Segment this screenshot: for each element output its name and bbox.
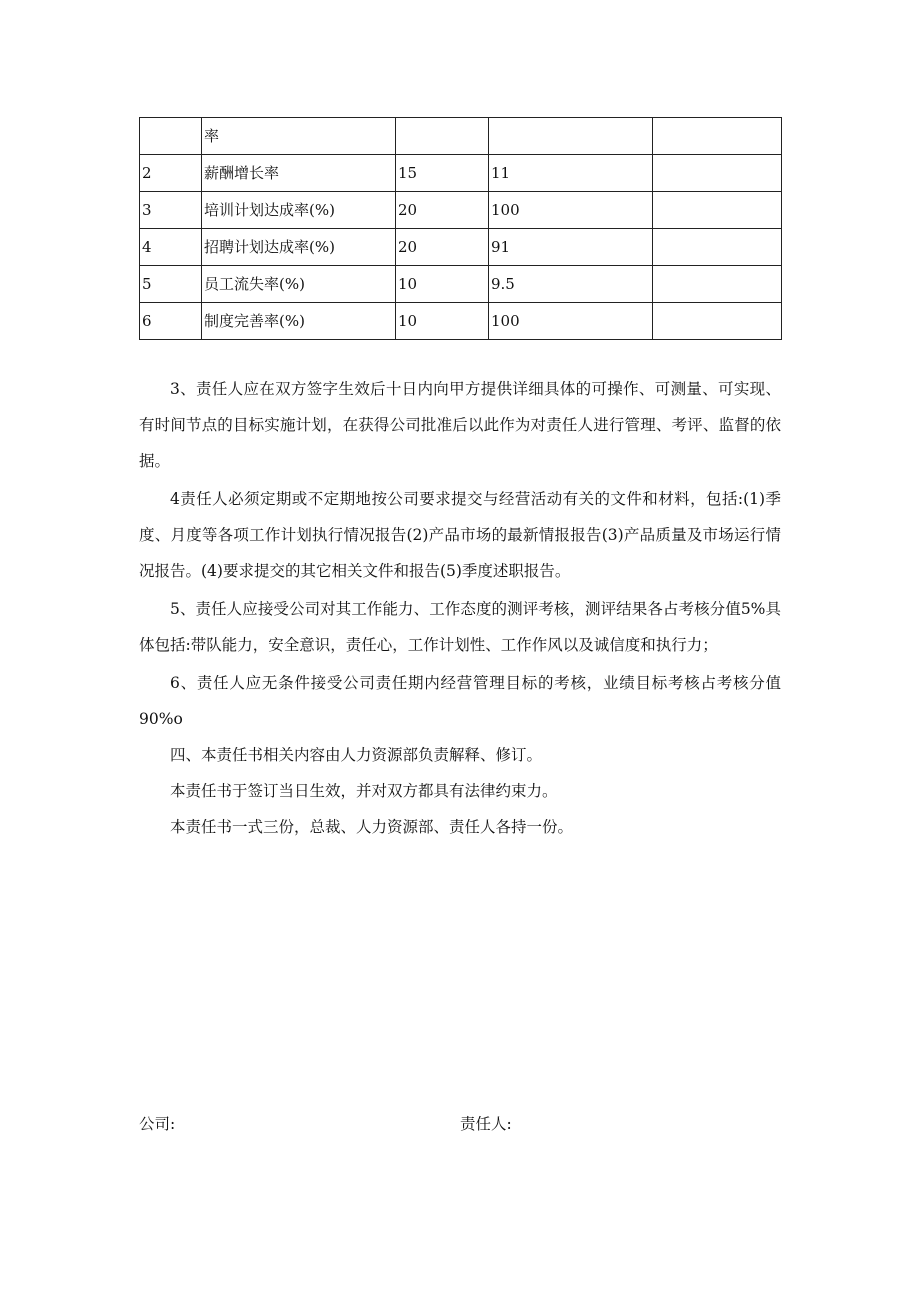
row-weight: 15 (396, 155, 489, 192)
row-item: 率 (202, 118, 396, 155)
row-weight: 10 (396, 266, 489, 303)
row-weight: 20 (396, 229, 489, 266)
row-item: 制度完善率(%) (202, 303, 396, 340)
table-row (140, 192, 782, 229)
row-actual: 100 (489, 192, 653, 229)
paragraph-3: 3、责任人应在双方签字生效后十日内向甲方提供详细具体的可操作、可测量、可实现、有时间节点的目标实施计划，在获得公司批准后以此作为对责任人进行管理、考评、监督的依据。 (139, 380, 781, 470)
row-number (140, 118, 202, 155)
company-signature-label: 公司: (139, 1115, 176, 1133)
row-actual: 100 (489, 303, 653, 340)
row-item: 招聘计划达成率(%) (202, 229, 396, 266)
row-actual: 9.5 (489, 266, 653, 303)
row-number: 2 (140, 155, 202, 192)
row-number: 5 (140, 266, 202, 303)
paragraph-effect: 本责任书于签订当日生效，并对双方都具有法律约束力。 (170, 782, 558, 800)
person-signature-label: 责任人: (460, 1115, 512, 1133)
score-table (139, 117, 782, 340)
row-actual: 91 (489, 229, 653, 266)
body-text (139, 371, 781, 845)
paragraph-5: 5、责任人应接受公司对其工作能力、工作态度的测评考核，测评结果各占考核分值5%具体包括:带队能力，安全意识，责任心，工作计划性、工作作风以及诚信度和执行力； (139, 600, 781, 654)
row-note (653, 229, 782, 266)
row-note (653, 192, 782, 229)
paragraph-copies: 本责任书一式三份，总裁、人力资源部、责任人各持一份。 (170, 818, 574, 836)
row-actual (489, 118, 653, 155)
paragraph-6: 6、责任人应无条件接受公司责任期内经营管理目标的考核，业绩目标考核占考核分值90%o (139, 674, 781, 728)
paragraph-4: 4责任人必须定期或不定期地按公司要求提交与经营活动有关的文件和材料，包括:(1)季度、月度等各项工作计划执行情况报告(2)产品市场的最新情报报告(3)产品质量及市场运行情况报告。(4)要求提交的其它相关文件和报告(5)季度述职报告。 (139, 490, 781, 580)
row-note (653, 155, 782, 192)
row-item: 培训计划达成率(%) (202, 192, 396, 229)
table-row (140, 229, 782, 266)
row-weight: 10 (396, 303, 489, 340)
row-note (653, 303, 782, 340)
row-note (653, 118, 782, 155)
row-number: 6 (140, 303, 202, 340)
row-note (653, 266, 782, 303)
row-actual: 11 (489, 155, 653, 192)
row-item: 员工流失率(%) (202, 266, 396, 303)
table-row (140, 118, 782, 155)
row-weight (396, 118, 489, 155)
row-item: 薪酬增长率 (202, 155, 396, 192)
table-row (140, 303, 782, 340)
row-number: 4 (140, 229, 202, 266)
table-row (140, 266, 782, 303)
table-row (140, 155, 782, 192)
row-weight: 20 (396, 192, 489, 229)
row-number: 3 (140, 192, 202, 229)
paragraph-four: 四、本责任书相关内容由人力资源部负责解释、修订。 (170, 746, 543, 764)
